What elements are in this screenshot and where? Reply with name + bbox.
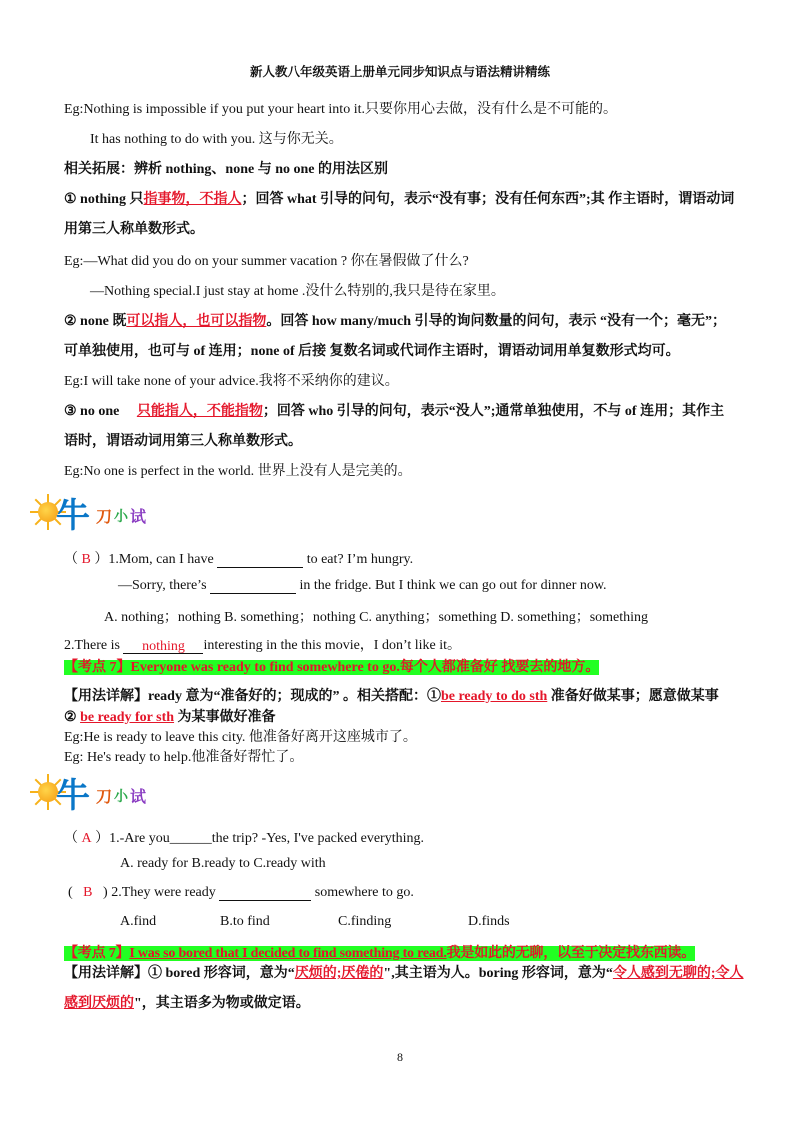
question-4	[68, 885, 758, 901]
noone-def-d: 语时，谓语动词用第三人称单数形式。	[64, 434, 302, 449]
example-vacation-question: Eg:—What did you do on your summer vacation ? 你在暑假做了什么?	[64, 254, 469, 269]
logo-char-2: 小	[114, 789, 128, 805]
example-nothing-2: It has nothing to do with you. 这与你无关。	[90, 132, 343, 147]
kp7b-a: 【考点 7】	[64, 946, 130, 961]
q3-paren-open: （	[64, 831, 78, 846]
ready-example-1: Eg:He is ready to leave this city. 他准备好离开这座城市了。	[64, 730, 417, 745]
q4-option-a: A.find	[120, 914, 157, 929]
question-3	[64, 827, 754, 847]
example-vacation-answer: —Nothing special.I just stay at home .没什么特别的,我只是待在家里。	[90, 284, 505, 299]
q1-reply-b: in the fridge. But I think we can go out for dinner now.	[299, 578, 607, 593]
logo-char-3: 试	[130, 507, 147, 526]
q2-answer: nothing	[123, 639, 203, 654]
q2-stem-b: interesting in the this movie，I don’t like it。	[203, 638, 462, 653]
logo-char-big: 牛	[56, 776, 90, 816]
bored-f: "，其主语多为物或做定语。	[134, 996, 310, 1011]
none-definition	[64, 310, 754, 330]
bored-c: ",其主语为人。boring 形容词，意为“	[383, 966, 613, 981]
question-1-reply	[118, 578, 800, 594]
q1-blank-2[interactable]	[210, 579, 296, 594]
q4-paren-close: )	[103, 885, 108, 900]
noone-def-a: ③ no one	[64, 404, 120, 419]
kaodian-7-bored-text	[64, 946, 695, 961]
q4-blank[interactable]	[219, 886, 311, 901]
practice-logo-2	[30, 768, 170, 816]
page-number: 8	[397, 1050, 403, 1064]
noone-def-key: 只能指人，不能指物	[136, 404, 263, 419]
ready-f: 为某事做好准备	[177, 710, 276, 725]
kaodian-7-ready-text: 【考点 7】Everyone was ready to find somewhere to go.每个人都准备好 找要去的地方。	[64, 660, 600, 675]
bored-a: 【用法详解】① bored 形容词，意为“	[64, 966, 295, 981]
kp7b-c: 我是如此的无聊，以至于决定找东西读。	[446, 946, 696, 961]
ready-a: 【用法详解】ready 意为“准备好的；现成的” 。相关搭配：①	[64, 689, 441, 704]
q4-stem-a: 2.They were ready	[111, 885, 216, 900]
q1-stem-a: 1.Mom, can I have	[108, 552, 214, 567]
q1-paren-close: ）	[94, 552, 109, 567]
none-def-c: 。回答 how many/much 引导的询问数量的问句，表示 “没有一个；毫无”；	[266, 314, 727, 329]
kp7b-b: I was so bored that I decided to find something to read.	[129, 946, 447, 961]
question-1	[64, 548, 754, 568]
nothing-def-key: 指事物，不指人	[143, 192, 242, 207]
q3-answer: A	[81, 831, 92, 846]
nothing-definition	[64, 188, 754, 208]
q1-answer: B	[81, 552, 91, 567]
q4-answer: B	[83, 885, 93, 900]
q1-reply-a: —Sorry, there’s	[118, 578, 207, 593]
bored-b: 厌烦的;厌倦的	[294, 966, 384, 981]
kaodian-7-bored	[64, 942, 754, 962]
question-1-options: A. nothing；nothing B. something；nothing C. anything；something D. something；something	[104, 610, 649, 625]
extension-heading: 相关拓展：辨析 nothing、none 与 no one 的用法区别	[64, 162, 388, 177]
logo-char-1: 刀	[96, 787, 113, 806]
none-def-a: ② none 既	[64, 314, 127, 329]
practice-logo	[30, 488, 170, 536]
ready-usage-2	[64, 706, 754, 726]
ready-e: be ready for sth	[80, 710, 175, 725]
bored-d: 令人感到无聊的;令人	[612, 966, 744, 981]
q1-stem-b: to eat? I’m hungry.	[306, 552, 414, 567]
ready-example-2: Eg: He's ready to help.他准备好帮忙了。	[64, 750, 304, 765]
question-2	[64, 634, 754, 654]
bored-usage-2	[64, 992, 754, 1012]
kaodian-7-ready	[64, 656, 754, 676]
q2-stem-a: 2.There is	[64, 638, 120, 653]
q3-paren-close: ）	[95, 831, 110, 846]
logo-char-1: 刀	[96, 507, 113, 526]
q4-option-b: B.to find	[220, 914, 270, 929]
q1-blank-1[interactable]	[217, 553, 303, 568]
nothing-def-d: 用第三人称单数形式。	[64, 222, 204, 237]
example-nothing-1: Eg:Nothing is impossible if you put your heart into it.只要你用心去做，没有什么是不可能的。	[64, 102, 617, 117]
bored-usage	[64, 962, 754, 982]
page-header: 新人教八年级英语上册单元同步知识点与语法精讲精练	[249, 64, 550, 79]
ready-c: 准备好做某事；愿意做某事	[550, 689, 719, 704]
question-3-options: A. ready for B.ready to C.ready with	[120, 856, 326, 871]
ready-usage	[64, 685, 754, 705]
example-noone: Eg:No one is perfect in the world. 世界上没有人是完美的。	[64, 464, 412, 479]
logo-char-big: 牛	[56, 496, 90, 536]
ready-b: be ready to do sth	[440, 689, 548, 704]
q4-option-c: C.finding	[338, 914, 392, 929]
q1-paren-open: （	[64, 552, 78, 567]
logo-char-3: 试	[130, 787, 147, 806]
q3-stem: 1.-Are you______the trip? -Yes, I've packed everything.	[109, 831, 424, 846]
nothing-def-a: ① nothing 只	[64, 192, 144, 207]
ready-d: ②	[64, 710, 77, 725]
none-def-key: 可以指人，也可以指物	[126, 314, 267, 329]
example-none: Eg:I will take none of your advice.我将不采纳你的建议。	[64, 374, 399, 389]
q4-paren-open: (	[68, 885, 73, 900]
q4-option-d: D.finds	[468, 914, 510, 929]
bored-e: 感到厌烦的	[64, 996, 134, 1011]
noone-definition	[64, 400, 754, 420]
none-def-d: 可单独使用，也可与 of 连用；none of 后接 复数名词或代词作主语时，谓语动词用单复数形式均可。	[64, 344, 680, 359]
noone-def-c: ；回答 who 引导的问句，表示“没人”;通常单独使用，不与 of 连用；其作主	[262, 404, 725, 419]
q4-stem-b: somewhere to go.	[314, 885, 414, 900]
logo-char-2: 小	[114, 509, 128, 525]
nothing-def-c: ；回答 what 引导的问句，表示“没有事；没有任何东西”;其 作主语时，谓语动词	[241, 192, 735, 207]
